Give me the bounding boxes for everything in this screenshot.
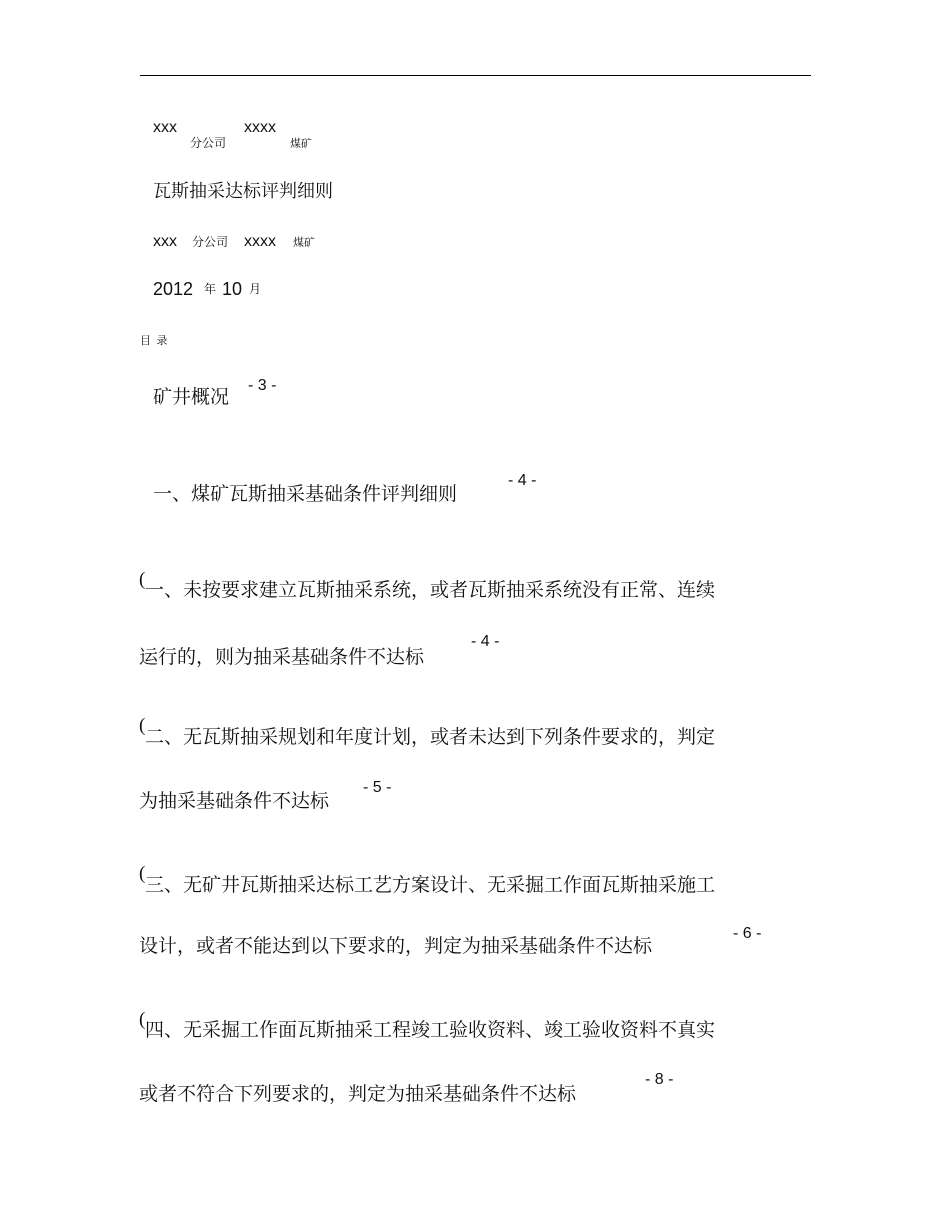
toc-entry-3-line2: 为抽采基础条件不达标 — [139, 790, 330, 812]
branch-name-2: xxx — [153, 233, 177, 250]
toc-entry-3-line1: 二、无瓦斯抽采规划和年度计划，或者未达到下列条件要求的，判定 — [145, 726, 716, 748]
date-year: 2012 — [153, 279, 194, 299]
toc-entry-5-line2: 或者不符合下列要求的，判定为抽采基础条件不达标 — [139, 1083, 577, 1105]
toc-entry-5-page: - 8 - — [645, 1071, 674, 1088]
toc-entry-1-text: 一、煤矿瓦斯抽采基础条件评判细则 — [153, 483, 458, 505]
branch-suffix: 分公司 — [190, 136, 227, 150]
toc-entry-2-page: - 4 - — [471, 633, 500, 650]
toc-entry-5-line1: 四、无采掘工作面瓦斯抽采工程竣工验收资料、竣工验收资料不真实 — [145, 1019, 716, 1041]
toc-entry-2-line2: 运行的，则为抽采基础条件不达标 — [139, 646, 425, 668]
toc-entry-4-page: - 6 - — [733, 925, 762, 942]
document-title: 瓦斯抽采达标评判细则 — [153, 181, 333, 202]
mine-suffix-2: 煤矿 — [293, 236, 315, 249]
toc-entry-3-page: - 5 - — [363, 779, 392, 796]
toc-entry-3-paren: ( — [139, 715, 146, 736]
date-month-unit: 月 — [249, 282, 262, 296]
toc-entry-4-paren: ( — [139, 863, 146, 884]
mine-name-2: xxxx — [244, 233, 276, 250]
toc-entry-2-paren: ( — [139, 569, 146, 590]
toc-entry-1-page: - 4 - — [508, 472, 537, 489]
branch-suffix-2: 分公司 — [192, 235, 229, 249]
branch-name: xxx — [153, 119, 177, 136]
header-rule — [140, 75, 811, 76]
toc-entry-0-text: 矿井概况 — [153, 386, 230, 408]
toc-entry-4-line1: 三、无矿井瓦斯抽采达标工艺方案设计、无采掘工作面瓦斯抽采施工 — [145, 874, 716, 896]
toc-heading: 目 录 — [140, 334, 169, 347]
toc-entry-5-paren: ( — [139, 1009, 146, 1030]
toc-entry-4-line2: 设计，或者不能达到以下要求的，判定为抽采基础条件不达标 — [139, 935, 653, 957]
toc-entry-0-page: - 3 - — [248, 377, 277, 394]
mine-suffix: 煤矿 — [290, 137, 312, 150]
mine-name: xxxx — [244, 119, 276, 136]
date-month: 10 — [222, 279, 243, 299]
date-year-unit: 年 — [204, 282, 217, 296]
toc-entry-2-line1: 一、未按要求建立瓦斯抽采系统，或者瓦斯抽采系统没有正常、连续 — [145, 579, 716, 601]
